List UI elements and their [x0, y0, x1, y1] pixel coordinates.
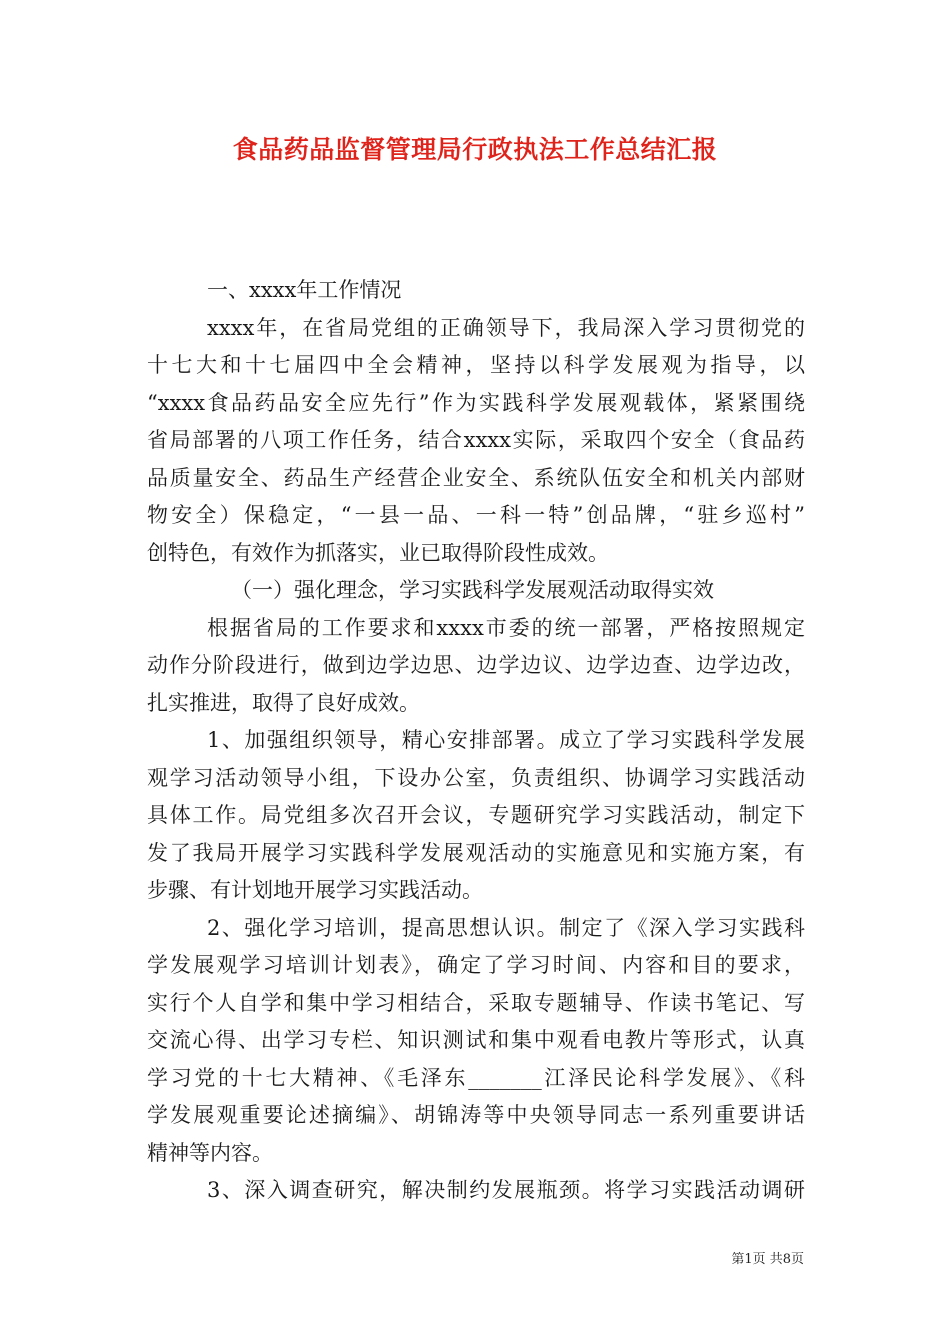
- document-title: 食品药品监督管理局行政执法工作总结汇报: [232, 135, 718, 164]
- document-body: [147, 272, 805, 1210]
- paragraph-line: 3、深入调查研究，解决制约发展瓶颈。将学习实践活动调研: [207, 1178, 805, 1202]
- paragraph-line: 扎实推进，取得了良好成效。: [147, 690, 420, 715]
- paragraph-line: 物安全）保稳定，“一县一品、一科一特”创品牌，“驻乡巡村”: [147, 503, 805, 527]
- paragraph-line: 品质量安全、药品生产经营企业安全、系统队伍安全和机关内部财: [147, 465, 805, 490]
- paragraph-line: 发了我局开展学习实践科学发展观活动的实施意见和实施方案，有: [147, 840, 805, 865]
- paragraph-line: 根据省局的工作要求和xxxx市委的统一部署，严格按照规定: [207, 615, 805, 640]
- page-number: 第1页 共8页: [731, 1252, 804, 1267]
- paragraph-line: 学发展观学习培训计划表》，确定了学习时间、内容和目的要求，: [147, 953, 805, 977]
- paragraph-line: 具体工作。局党组多次召开会议，专题研究学习实践活动，制定下: [147, 803, 805, 827]
- subsection-heading: （一）强化理念，学习实践科学发展观活动取得实效: [231, 578, 714, 602]
- paragraph-line: 交流心得、出学习专栏、知识测试和集中观看电教片等形式，认真: [147, 1028, 805, 1052]
- paragraph-line: 观学习活动领导小组，下设办公室，负责组织、协调学习实践活动: [147, 765, 805, 790]
- paragraph-line: 步骤、有计划地开展学习实践活动。: [147, 878, 483, 902]
- paragraph-line: 1、加强组织领导，精心安排部署。成立了学习实践科学发展: [207, 728, 805, 752]
- paragraph-line: xxxx年，在省局党组的正确领导下，我局深入学习贯彻党的: [207, 315, 805, 340]
- paragraph-line: “xxxx食品药品安全应先行”作为实践科学发展观载体，紧紧围绕: [147, 390, 805, 415]
- paragraph-line: 创特色，有效作为抓落实，业已取得阶段性成效。: [147, 540, 609, 565]
- paragraph-line: 精神等内容。: [147, 1140, 273, 1165]
- paragraph-line: 实行个人自学和集中学习相结合，采取专题辅导、作读书笔记、写: [147, 990, 805, 1015]
- paragraph-line: 十七大和十七届四中全会精神，坚持以科学发展观为指导，以: [147, 353, 805, 377]
- paragraph-line: 动作分阶段进行，做到边学边思、边学边议、边学边查、边学边改，: [147, 653, 805, 677]
- section-heading: 一、xxxx年工作情况: [207, 278, 402, 302]
- paragraph-line: 学习党的十七大精神、《毛泽东_______江泽民论科学发展》、《科: [147, 1065, 805, 1090]
- paragraph-line: 学发展观重要论述摘编》、胡锦涛等中央领导同志一系列重要讲话: [147, 1103, 805, 1127]
- paragraph-line: 2、强化学习培训，提高思想认识。制定了《深入学习实践科: [207, 915, 805, 940]
- paragraph-line: 省局部署的八项工作任务，结合xxxx实际，采取四个安全（食品药: [147, 428, 805, 452]
